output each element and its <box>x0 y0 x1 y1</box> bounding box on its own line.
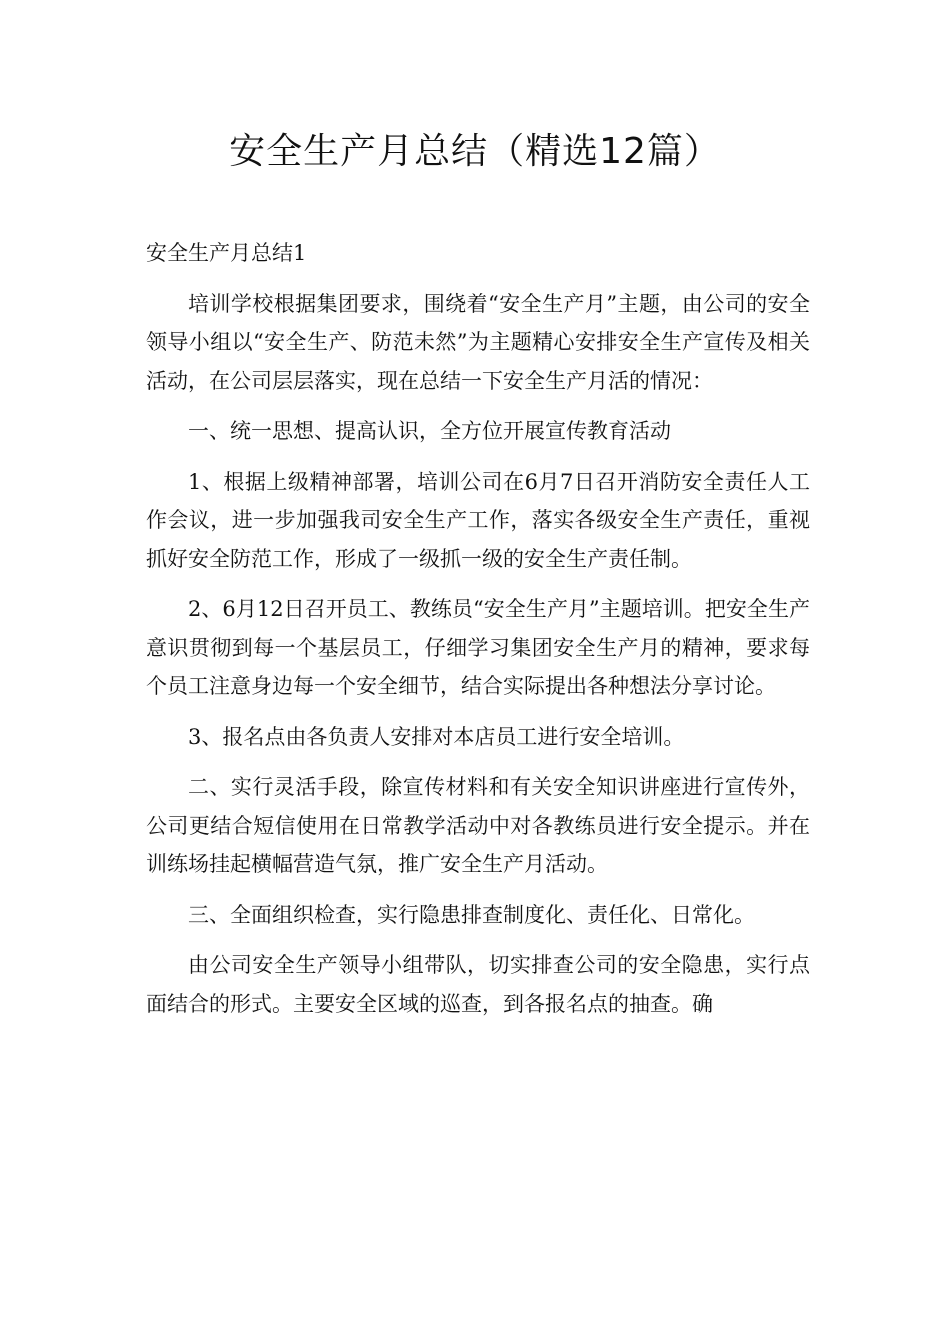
paragraph-inspection: 由公司安全生产领导小组带队，切实排查公司的安全隐患，实行点面结合的形式。主要安全区域的巡查，到各报名点的抽查。确 <box>146 953 810 1016</box>
document-body <box>146 234 810 1035</box>
paragraph-item-two: 2、6月12日召开员工、教练员“安全生产月”主题培训。把安全生产意识贯彻到每一个基层员工，仔细学习集团安全生产月的精神，要求每个员工注意身边每一个安全细节，结合实际提出各种想法分享讨论。 <box>146 597 810 698</box>
document-title: 安全生产月总结（精选12篇） <box>229 131 721 172</box>
paragraph-intro: 培训学校根据集团要求，围绕着“安全生产月”主题，由公司的安全领导小组以“安全生产、防范未然”为主题精心安排安全生产宣传及相关活动，在公司层层落实，现在总结一下安全生产月活的情况： <box>146 291 810 393</box>
paragraph-heading-two: 二、实行灵活手段，除宣传材料和有关安全知识讲座进行宣传外，公司更结合短信使用在日常教学活动中对各教练员进行安全提示。并在训练场挂起横幅营造气氛，推广安全生产月活动。 <box>146 775 810 876</box>
paragraph-heading-three: 三、全面组织检查，实行隐患排查制度化、责任化、日常化。 <box>188 902 755 927</box>
paragraph-heading-one: 一、统一思想、提高认识，全方位开展宣传教育活动 <box>188 419 671 443</box>
paragraph-item-three: 3、报名点由各负责人安排对本店员工进行安全培训。 <box>188 724 685 749</box>
section-heading: 安全生产月总结1 <box>146 241 307 265</box>
paragraph-item-one: 1、根据上级精神部署，培训公司在6月7日召开消防安全责任人工作会议，进一步加强我司安全生产工作，落实各级安全生产责任，重视抓好安全防范工作，形成了一级抓一级的安全生产责任制。 <box>146 469 810 571</box>
